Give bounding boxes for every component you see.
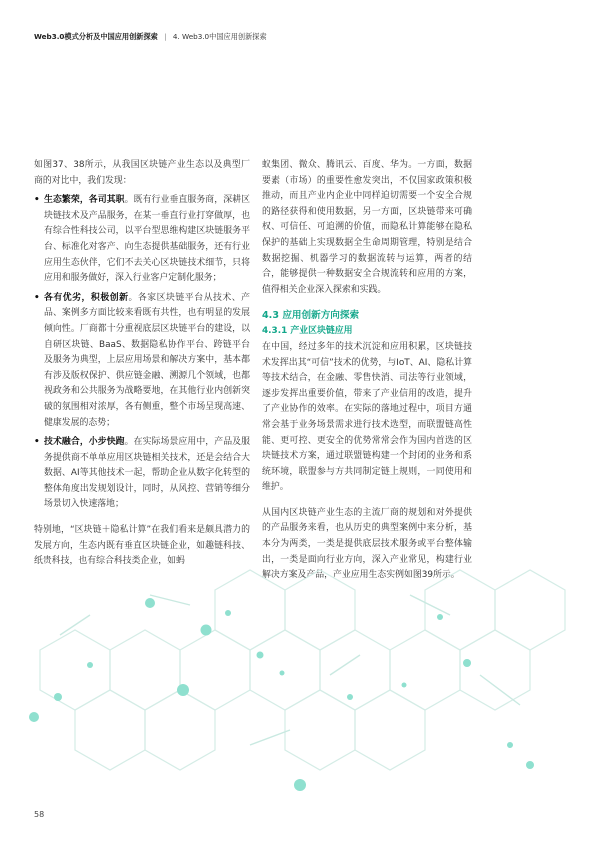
bullet-text: 。在实际场景应用中，产品及服务提供商不单单应用区块链相关技术，还是会结合大数据、AI等其他技术一起，帮助企业从数字化转型的整体角度出发规划设计，同时，从风控、营销等细分场景切入快速落地；: [44, 437, 251, 510]
continuation-paragraph: 蚁集团、微众、腾讯云、百度、华为。一方面，数据要素（市场）的重要性愈发突出，不仅国家政策积极推动，而且产业内企业中同样迫切需要一个安全合规的路径获得和使用数据，另一方面，区块链带来可确权、可信任、可追溯的价值，而隐私计算能够在隐私保护的基础上实现数据全生命周期管理，特别是结合数据挖掘、机器学习的数据流转与运算，两者的结合，能够提供一种数据安全合规流转和应用的方案，值得相关企业深入探索和实践。: [262, 160, 472, 295]
bullet-item: [34, 435, 250, 513]
hexagon-network-decoration: [0, 555, 600, 805]
left-column: [34, 158, 250, 570]
bullet-text: 。各家区块链平台从技术、产品、案例多方面比较来看既有共性，也有明显的发展倾向性。厂商都十分重视底层区块链平台的建设，以自研区块链、BaaS、数据隐私协作平台、跨链平台及服务为典型，上层应用场景和解决方案中，基本都有涉及版权保护、供应链金融、溯源几个领域，也都视政务和公共服务为战略要地，在其他行业内创新突破的氛围相对浓厚，各有侧重，整个市场呈现高速、健康发展的态势；: [44, 292, 251, 428]
section-heading: 4.3 应用创新方向探索: [262, 310, 360, 322]
intro-paragraph: 如图37、38所示，从我国区块链产业生态以及典型厂商的对比中，我们发现：: [34, 160, 250, 186]
bullet-item: [34, 291, 250, 431]
body-paragraph: 从国内区块链产业生态的主流厂商的规划和对外提供的产品服务来看，也从历史的典型案例中来分析，基本分为两类，一类是提供底层技术服务或平台整体输出，一类是面向行业方向，深入产业常见，构建行业解决方案及产品，产业应用生态实例如图39所示。: [262, 507, 472, 581]
body-paragraph: 在中国，经过多年的技术沉淀和应用积累，区块链技术发挥出其“可信”技术的优势，与IoT、AI、隐私计算等技术结合，在金融、零售快消、司法等行业领域，逐步发挥出重要价值，带来了产业信用的改造，提升了产业协作的效率。在实际的落地过程中，项目方通常会基于业务场景需求进行技术选型，而联盟链高性能、更可控、更安全的优势常常会作为国内首选的区块链技术方案，通过联盟链构建一个封闭的业务和系统环境，联盟参与方共同制定链上规则，一同使用和维护。: [262, 341, 472, 493]
report-title: Web3.0模式分析及中国应用创新探索: [34, 32, 158, 41]
bullet-lead: 各有优劣，积极创新: [44, 292, 129, 303]
bullet-text: 。既有行业垂直服务商，深耕区块链技术及产品服务，在某一垂直行业打穿做厚，也有综合性科技公司，以平台型思维构建区块链服务平台、标准化对客产、向生态提供基础服务，还有行业应用生态伙伴，它们不去关心区块链技术细节，只将应用和服务做好，深入行业客户定制化服务；: [44, 195, 251, 284]
closing-paragraph: 特别地，“区块链＋隐私计算”在我们看来是颇具潜力的发展方向，生态内既有垂直区块链企业，如趣链科技、纸贵科技，也有综合科技类企业，如蚂: [34, 525, 250, 567]
bullet-dot: •: [34, 292, 40, 303]
chapter-title: 4. Web3.0中国应用创新探索: [172, 32, 267, 41]
bullet-lead: 技术融合，小步快跑: [44, 437, 125, 448]
bullet-dot: •: [34, 195, 40, 206]
bullet-lead: 生态繁荣，各司其职: [44, 195, 125, 206]
header-separator: |: [164, 32, 167, 41]
right-column: [262, 158, 472, 584]
running-header: [34, 32, 560, 42]
bullet-item: [34, 193, 250, 287]
bullet-dot: •: [34, 437, 40, 448]
subsection-heading: 4.3.1 产业区块链应用: [262, 326, 353, 337]
page-number: 58: [34, 810, 45, 819]
